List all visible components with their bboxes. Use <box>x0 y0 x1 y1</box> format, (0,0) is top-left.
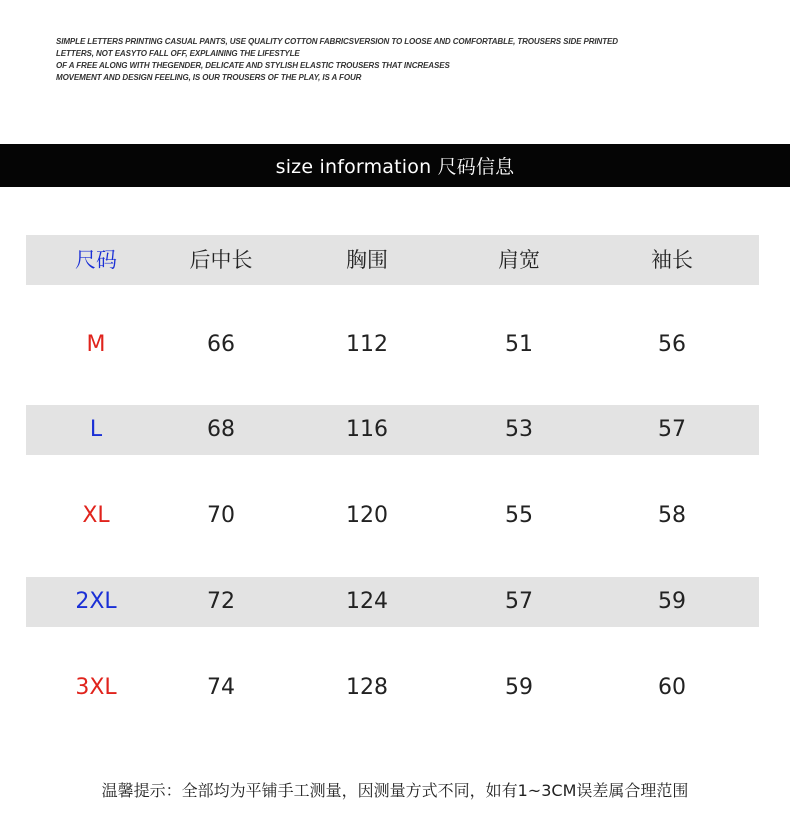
header-size: 尺码 <box>75 248 117 272</box>
table-row <box>26 320 759 370</box>
size-label: L <box>89 417 103 442</box>
size-label: 3XL <box>75 675 117 700</box>
sleeve-value: 60 <box>658 675 686 700</box>
description-line: LETTERS, NOT EASYTO FALL OFF, EXPLAINING THE LIFESTYLE <box>56 49 300 58</box>
size-label: XL <box>82 503 110 528</box>
sleeve-value: 58 <box>658 503 686 528</box>
description-line: OF A FREE ALONG WITH THEGENDER, DELICATE AND STYLISH ELASTIC TROUSERS THAT INCREASES <box>56 61 450 70</box>
product-description <box>56 36 756 84</box>
table-header-row <box>26 235 759 285</box>
chest-value: 128 <box>346 675 388 700</box>
table-row <box>26 663 759 713</box>
back-length-value: 66 <box>207 332 235 357</box>
table-row <box>26 491 759 541</box>
banner-title: size information 尺码信息 <box>275 156 515 178</box>
description-line: SIMPLE LETTERS PRINTING CASUAL PANTS, USE QUALITY COTTON FABRICSVERSION TO LOOSE AND COMFORTABLE, TROUSERS SIDE PRINTED <box>56 37 618 46</box>
measurement-note: 温馨提示：全部均为平铺手工测量，因测量方式不同，如有1~3CM误差属合理范围 <box>101 781 689 800</box>
size-info-banner <box>0 144 790 187</box>
header-shoulder: 肩宽 <box>498 248 540 272</box>
shoulder-value: 53 <box>505 417 533 442</box>
sleeve-value: 56 <box>658 332 686 357</box>
description-line: MOVEMENT AND DESIGN FEELING, IS OUR TROUSERS OF THE PLAY, IS A FOUR <box>56 73 362 82</box>
chest-value: 112 <box>346 332 388 357</box>
shoulder-value: 55 <box>505 503 533 528</box>
back-length-value: 68 <box>207 417 235 442</box>
chest-value: 116 <box>346 417 388 442</box>
chest-value: 120 <box>346 503 388 528</box>
shoulder-value: 51 <box>505 332 533 357</box>
size-label: M <box>86 332 106 357</box>
table-row <box>26 577 759 627</box>
back-length-value: 72 <box>207 589 235 614</box>
sleeve-value: 59 <box>658 589 686 614</box>
header-sleeve: 袖长 <box>651 248 693 272</box>
shoulder-value: 57 <box>505 589 533 614</box>
back-length-value: 74 <box>207 675 235 700</box>
back-length-value: 70 <box>207 503 235 528</box>
size-label: 2XL <box>75 589 117 614</box>
table-row <box>26 405 759 455</box>
chest-value: 124 <box>346 589 388 614</box>
header-chest: 胸围 <box>346 248 388 272</box>
shoulder-value: 59 <box>505 675 533 700</box>
sleeve-value: 57 <box>658 417 686 442</box>
header-back-length: 后中长 <box>189 248 253 272</box>
